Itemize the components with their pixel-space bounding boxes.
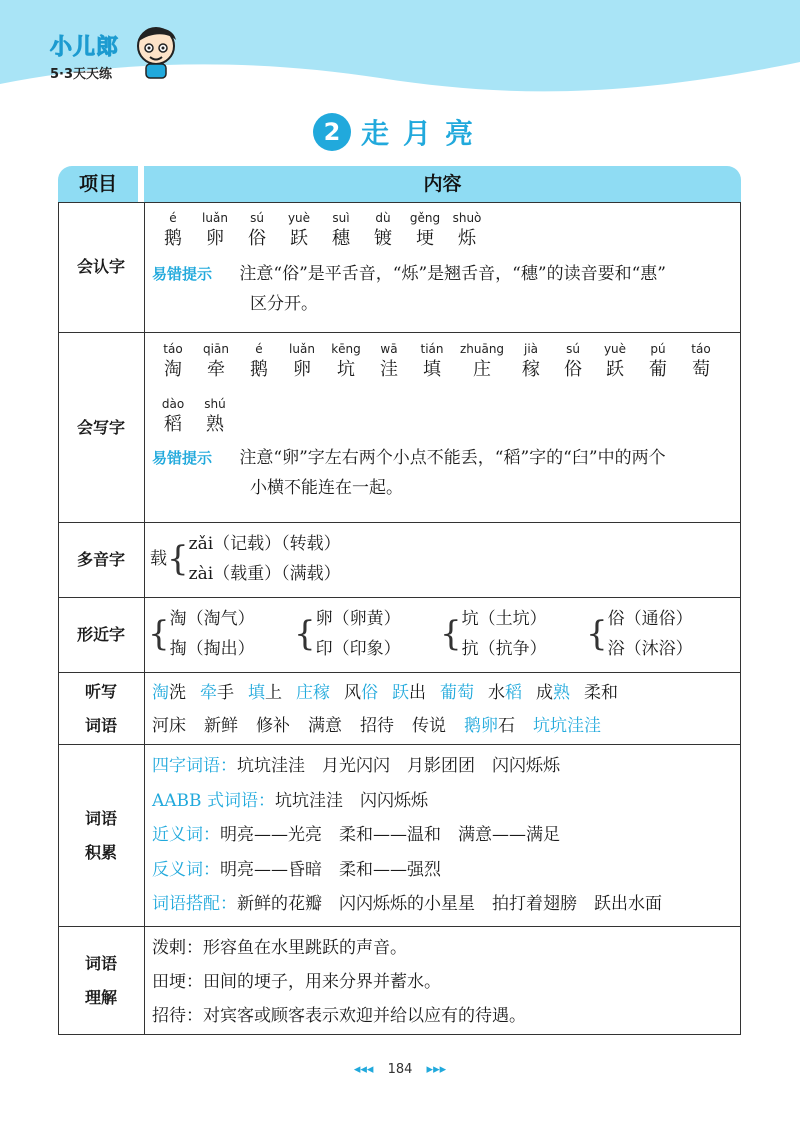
item-tag: AABB 式词语： <box>152 790 275 811</box>
item-tag: 四字词语： <box>152 756 237 776</box>
accumulate-item <box>152 818 733 853</box>
row-understand <box>58 926 741 1035</box>
similar-char: 印（印象） <box>315 639 401 659</box>
dictation-word <box>248 683 282 703</box>
pinyin: zhuāng <box>459 342 505 356</box>
dictation-word <box>296 683 330 703</box>
dictation-word <box>536 683 570 703</box>
word-part: 满意 <box>308 716 342 736</box>
pinyin: wā <box>380 342 398 356</box>
pinyin-char <box>194 396 236 437</box>
pinyin-char <box>410 341 454 382</box>
item-tag: 词语搭配： <box>152 894 237 914</box>
tip-text-line2: 区分开。 <box>250 294 318 314</box>
pinyin: é <box>255 342 263 356</box>
pinyin-char <box>152 396 194 437</box>
lesson-title <box>0 112 800 152</box>
boy-mascot-icon <box>132 22 180 80</box>
similar-char: 掏（掏出） <box>169 639 255 659</box>
pinyin-char <box>636 341 680 382</box>
hanzi: 跃 <box>290 228 308 249</box>
word-part: 出 <box>409 683 426 703</box>
row-label: 形近字 <box>58 598 145 672</box>
brace-icon: { <box>294 614 316 654</box>
word-part: 风 <box>344 683 361 703</box>
dictation-word <box>344 683 378 703</box>
pinyin-char-list <box>152 396 733 437</box>
pinyin: suì <box>332 211 350 225</box>
row-polyphone <box>58 522 741 597</box>
word-part: 葡萄 <box>440 683 474 703</box>
pinyin: é <box>169 211 177 225</box>
hanzi: 俗 <box>564 359 582 380</box>
tip-text-line1: 注意“卵”字左右两个小点不能丢，“稻”字的“臼”中的两个 <box>239 448 666 468</box>
pinyin: luǎn <box>289 342 315 356</box>
accumulate-item <box>152 887 733 922</box>
pinyin: sú <box>250 211 264 225</box>
word-part: 招待 <box>360 716 394 736</box>
pinyin: luǎn <box>202 211 228 225</box>
series-logo <box>50 30 119 82</box>
hanzi: 牵 <box>207 359 225 380</box>
pinyin: qiān <box>203 342 229 356</box>
hanzi: 萄 <box>692 359 710 380</box>
pinyin: gěng <box>409 211 441 225</box>
item-text: 新鲜的花瓣 闪闪烁烁的小星星 拍打着翅膀 跃出水面 <box>237 894 662 914</box>
pinyin-char <box>238 341 280 382</box>
pinyin-char <box>194 210 236 251</box>
pinyin-char <box>552 341 594 382</box>
hanzi: 填 <box>423 359 441 380</box>
accumulate-item <box>152 853 733 888</box>
pinyin-char <box>368 341 410 382</box>
row-label: 词语 <box>84 715 117 735</box>
item-tag: 反义词： <box>152 859 220 880</box>
dictation-word <box>488 683 522 703</box>
word-part: 修补 <box>256 716 290 736</box>
item-text: 明亮——光亮 柔和——温和 满意——满足 <box>220 825 560 845</box>
dictation-word <box>200 683 234 703</box>
hanzi: 卵 <box>293 359 311 380</box>
dictation-word <box>440 683 474 703</box>
word-part: 石 <box>498 716 515 736</box>
hanzi: 穗 <box>332 228 350 249</box>
dictation-word <box>533 716 601 736</box>
dictation-word <box>360 716 394 736</box>
hanzi: 洼 <box>380 359 398 380</box>
word-part: 鹅卵 <box>464 716 498 736</box>
similar-char: 淘（淘气） <box>169 609 255 629</box>
pinyin: shú <box>204 397 226 411</box>
definition-item: 田埂：田间的埂子，用来分界并蓄水。 <box>152 972 441 992</box>
row-accumulate <box>58 744 741 926</box>
definition-item: 招待：对宾客或顾客表示欢迎并给以应有的待遇。 <box>152 1006 526 1026</box>
word-part: 填 <box>248 683 265 703</box>
hanzi: 淘 <box>164 359 182 380</box>
similar-pair <box>148 604 294 664</box>
pinyin-char <box>236 210 278 251</box>
hanzi: 埂 <box>416 228 434 249</box>
dictation-line <box>152 710 733 743</box>
row-label: 积累 <box>84 842 117 862</box>
word-part: 柔和 <box>584 683 618 703</box>
pinyin-char <box>320 210 362 251</box>
row-label: 会写字 <box>58 333 145 522</box>
pinyin-char-list <box>152 210 733 251</box>
similar-pair <box>440 604 586 664</box>
row-write <box>58 332 741 522</box>
pinyin-char <box>454 341 510 382</box>
definition-item: 泼剌：形容鱼在水里跳跃的声音。 <box>152 938 407 958</box>
polyphone-char: 载 <box>150 549 167 569</box>
lesson-number-badge: 2 <box>313 113 351 151</box>
similar-char: 浴（沐浴） <box>607 639 693 659</box>
item-text: 明亮——昏暗 柔和——强烈 <box>220 859 441 880</box>
item-text: 坑坑洼洼 月光闪闪 月影团团 闪闪烁烁 <box>237 756 560 776</box>
tip-label: 易错提示 <box>152 449 213 467</box>
pinyin: táo <box>163 342 183 356</box>
arrows-left-icon: ◂◂◂ <box>353 1062 374 1077</box>
reading-line2: zài（载重）（满载） <box>188 564 341 584</box>
pinyin-char-list <box>152 341 733 382</box>
word-part: 淘 <box>152 683 169 703</box>
series-name: 5·3天天练 <box>50 67 113 82</box>
row-label: 多音字 <box>58 523 145 597</box>
pinyin-char <box>278 210 320 251</box>
row-dictation <box>58 672 741 744</box>
pinyin: táo <box>691 342 711 356</box>
word-part: 庄稼 <box>296 683 330 703</box>
accumulate-item <box>152 784 733 819</box>
word-part: 上 <box>265 683 282 703</box>
row-label: 理解 <box>84 988 117 1007</box>
hanzi: 镀 <box>374 228 392 249</box>
pinyin: yuè <box>287 211 311 225</box>
pinyin: dào <box>161 397 185 411</box>
word-part: 成 <box>536 683 553 703</box>
pinyin: shuò <box>452 211 482 225</box>
row-recognize <box>58 202 741 332</box>
pinyin-char <box>324 341 368 382</box>
similar-pair <box>294 604 440 664</box>
hanzi: 庄 <box>473 359 491 380</box>
word-part: 熟 <box>553 683 570 703</box>
tip-text-line1: 注意“俗”是平舌音，“烁”是翘舌音，“穗”的读音要和“惠” <box>239 264 666 284</box>
row-label: 词语 <box>84 954 117 973</box>
top-wave-band <box>0 0 800 110</box>
word-part: 俗 <box>361 683 378 703</box>
page-number: 184 <box>387 1062 413 1077</box>
row-label: 会认字 <box>58 202 145 332</box>
pinyin: tián <box>420 342 444 356</box>
hanzi: 坑 <box>337 359 355 380</box>
dictation-word <box>464 716 515 736</box>
pinyin-char <box>510 341 552 382</box>
accumulate-item <box>152 749 733 784</box>
word-part: 稻 <box>505 683 522 703</box>
hanzi: 鹅 <box>250 359 268 380</box>
pinyin-char <box>594 341 636 382</box>
arrows-right-icon: ▸▸▸ <box>426 1062 447 1077</box>
similar-pair <box>586 604 732 664</box>
hanzi: 俗 <box>248 228 266 249</box>
dictation-word <box>204 716 238 736</box>
dictation-word <box>308 716 342 736</box>
tip-label: 易错提示 <box>152 265 213 283</box>
word-part: 手 <box>217 683 234 703</box>
row-label: 词语 <box>84 808 117 828</box>
word-part: 河床 <box>152 716 186 736</box>
dictation-word <box>152 683 186 703</box>
pinyin-char <box>680 341 722 382</box>
dictation-word <box>584 683 618 703</box>
pinyin-char <box>194 341 238 382</box>
word-part: 洗 <box>169 683 186 703</box>
word-part: 牵 <box>200 683 217 703</box>
dictation-word <box>412 716 446 736</box>
hanzi: 跃 <box>606 359 624 380</box>
hanzi: 稻 <box>164 414 182 435</box>
pinyin: dù <box>375 211 391 225</box>
pinyin: pú <box>650 342 666 356</box>
item-tag: 近义词： <box>152 825 220 845</box>
similar-char: 抗（抗争） <box>461 639 547 659</box>
pinyin-char <box>280 341 324 382</box>
word-part: 跃 <box>392 683 409 703</box>
dictation-word <box>392 683 426 703</box>
tip-text-line2: 小横不能连在一起。 <box>250 478 403 498</box>
brand-name: 小儿郎 <box>50 35 120 60</box>
pinyin-char <box>152 341 194 382</box>
item-text: 坑坑洼洼 闪闪烁烁 <box>274 790 428 811</box>
row-label: 听写 <box>84 681 117 701</box>
hanzi: 葡 <box>649 359 667 380</box>
dictation-word <box>256 716 290 736</box>
brace-icon: { <box>440 614 462 654</box>
pinyin-char <box>404 210 446 251</box>
hanzi: 熟 <box>206 414 224 435</box>
pinyin: kēng <box>331 342 361 356</box>
word-part: 坑坑洼洼 <box>533 716 601 736</box>
word-part: 传说 <box>412 716 446 736</box>
word-part: 水 <box>488 683 505 703</box>
pinyin: sú <box>566 342 580 356</box>
brace-icon: { <box>586 614 608 654</box>
dictation-line <box>152 677 733 710</box>
similar-char: 坑（土坑） <box>461 609 547 629</box>
pinyin-char <box>446 210 488 251</box>
reading-line1: zǎi（记载）（转载） <box>188 534 341 554</box>
pinyin: jià <box>523 342 539 356</box>
row-similar <box>58 597 741 672</box>
pinyin-char <box>152 210 194 251</box>
similar-char: 俗（通俗） <box>607 609 693 629</box>
brace-icon: { <box>148 614 170 654</box>
word-part: 新鲜 <box>204 716 238 736</box>
column-header-item: 项目 <box>58 166 138 202</box>
dictation-word <box>152 716 186 736</box>
pinyin-char <box>362 210 404 251</box>
pinyin: yuè <box>603 342 627 356</box>
lesson-title-text: 走月亮 <box>360 117 487 150</box>
brace-icon: { <box>167 539 189 579</box>
hanzi: 鹅 <box>164 228 182 249</box>
hanzi: 卵 <box>206 228 224 249</box>
similar-char: 卵（卵黄） <box>315 609 401 629</box>
page-footer <box>0 1062 800 1077</box>
column-header-content: 内容 <box>144 166 741 202</box>
hanzi: 烁 <box>458 228 476 249</box>
hanzi: 稼 <box>522 359 540 380</box>
